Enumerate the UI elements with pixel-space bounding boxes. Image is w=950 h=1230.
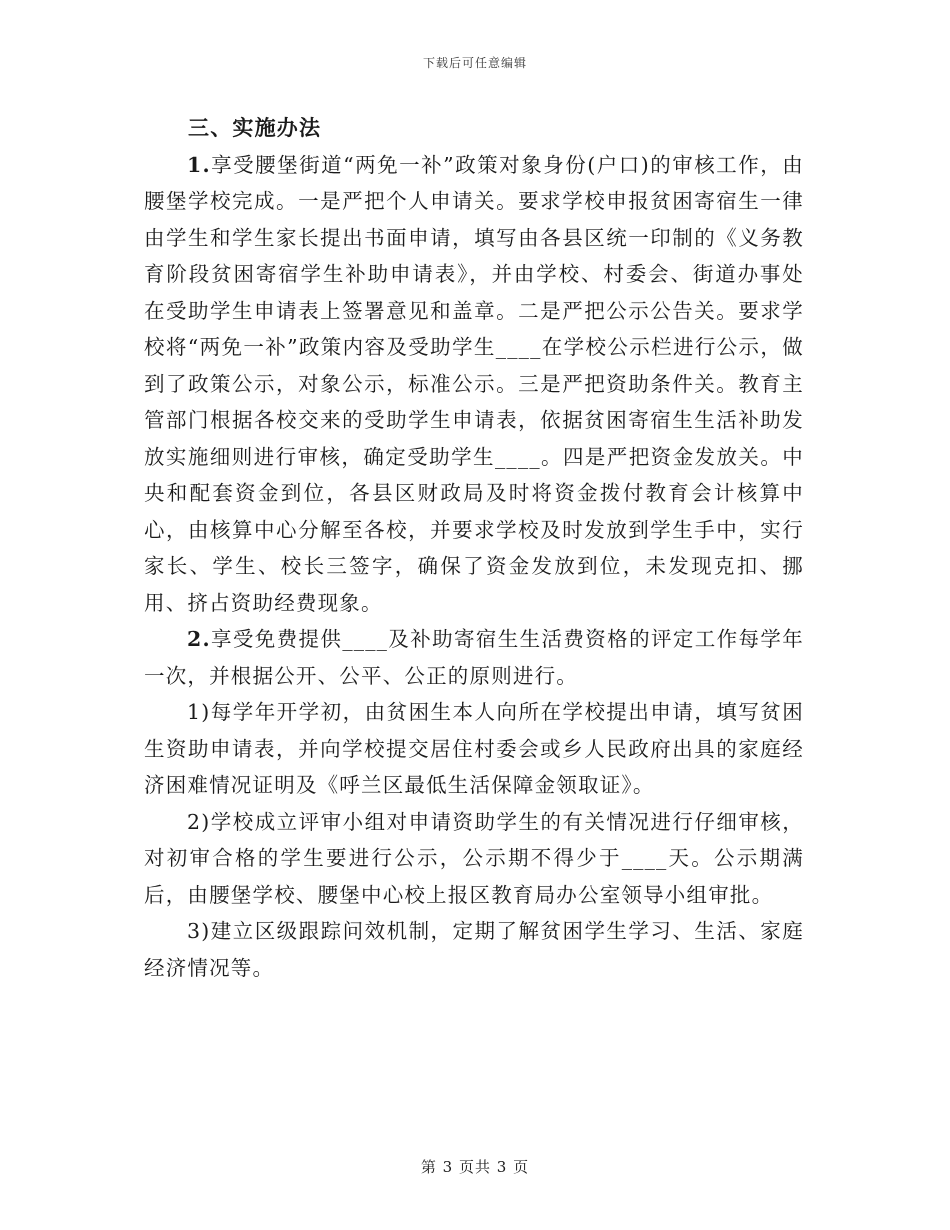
section-heading: 三、实施办法 xyxy=(188,115,322,140)
sub-item-1: 1)每学年开学初，由贫困生本人向所在学校提出申请，填写贫困生资助申请表，并向学校提交居住村委会或乡人民政府出具的家庭经济困难情况证明及《呼兰区最低生活保障金领取证》。 xyxy=(144,700,804,797)
paragraph-1-number: 1. xyxy=(187,152,211,177)
sub-item-3: 3)建立区级跟踪问效机制，定期了解贫困学生学习、生活、家庭经济情况等。 xyxy=(144,919,804,980)
paragraph-2 xyxy=(144,621,804,694)
sub-item-2: 2)学校成立评审小组对申请资助学生的有关情况进行仔细审核，对初审合格的学生要进行公示，公示期不得少于____天。公示期满后，由腰堡学校、腰堡中心校上报区教育局办公室领导小组审批。 xyxy=(144,809,804,907)
paragraph-2-number: 2. xyxy=(187,627,211,651)
paragraph-1 xyxy=(144,147,804,622)
paragraph-1-text: 享受腰堡街道“两免一补”政策对象身份(户口)的审核工作，由腰堡学校完成。一是严把个人申请关。要求学校申报贫困寄宿生一律由学生和学生家长提出书面申请，填写由各县区统一印制的《义务教育阶段贫困寄宿学生补助申请表》，并由学校、村委会、街道办事处在受助学生申请表上签署意见和盖章。二是严把公示公告关。要求学校将“两免一补”政策内容及受助学生____在学校公示栏进行公示，做到了政策公示，对象公示，标准公示。三是严把资助条件关。教育主管部门根据各校交来的受助学生申请表，依据贫困寄宿生生活补助发放实施细则进行审核，确定受助学生____。四是严把资金发放关。中央和配套资金到位，各县区财政局及时将资金拨付教育会计核算中心，由核算中心分解至各校，并要求学校及时发放到学生手中，实行家长、学生、校长三签字，确保了资金发放到位，未发现克扣、挪用、挤占资助经费现象。 xyxy=(144,152,804,615)
page-footer: 第 3 页共 3 页 xyxy=(420,1158,530,1176)
page-header: 下载后可任意编辑 xyxy=(422,56,527,70)
paragraph-2-text: 享受免费提供____及补助寄宿生生活费资格的评定工作每学年一次，并根据公开、公平、公正的原则进行。 xyxy=(144,627,804,688)
document-body xyxy=(144,110,804,986)
